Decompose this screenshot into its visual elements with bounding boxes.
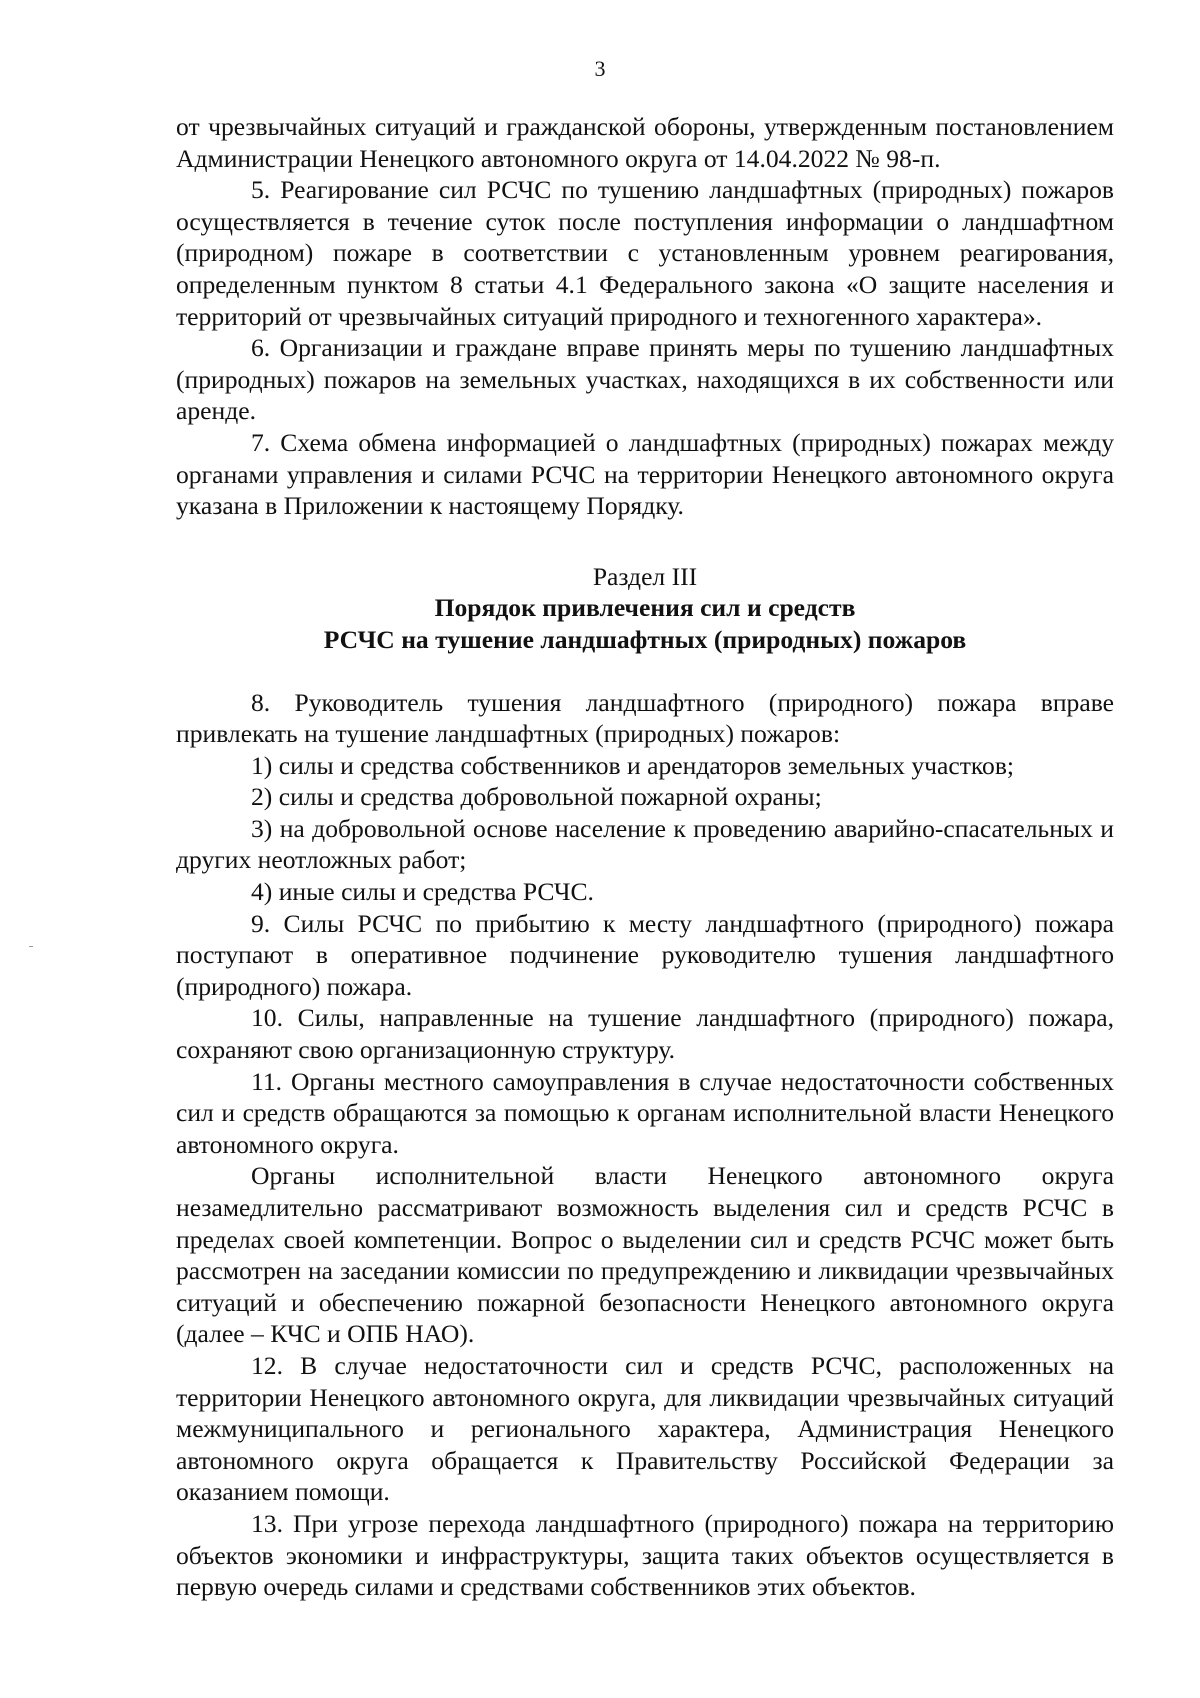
- page-number: 3: [594, 56, 606, 81]
- paragraph-5: 5. Реагирование сил РСЧС по тушению ландшафтных (природных) пожаров осуществляется в течение суток после поступления информации о ландшафтном (природном) пожаре в соответствии с установленным уровнем реагирования, определенным пунктом 8 статьи 4.1 Федерального закона «О защите населения и территорий от чрезвычайных ситуаций природного и техногенного характера».: [176, 175, 1114, 331]
- list-item-8-3: 3) на добровольной основе население к проведению аварийно-спасательных и других неотложных работ;: [176, 813, 1114, 875]
- paragraph-9: 9. Силы РСЧС по прибытию к месту ландшафтного (природного) пожара поступают в оперативное подчинение руководителю тушения ландшафтного (природного) пожара.: [176, 908, 1114, 1001]
- document-body: [176, 111, 1114, 1603]
- paragraph-8: 8. Руководитель тушения ландшафтного (природного) пожара вправе привлекать на тушение ландшафтных (природных) пожаров:: [176, 687, 1114, 749]
- scan-artifact: [29, 946, 33, 947]
- paragraph-12: 12. В случае недостаточности сил и средств РСЧС, расположенных на территории Ненецкого автономного округа, для ликвидации чрезвычайных ситуаций межмуниципального и регионального характера, Администрация Ненецкого автономного округа обращается к Правительству Российской Федерации за оказанием помощи.: [176, 1350, 1114, 1507]
- paragraph-6: 6. Организации и граждане вправе принять меры по тушению ландшафтных (природных) пожаров на земельных участках, находящихся в их собственности или аренде.: [176, 333, 1114, 426]
- section-title-line-1: Порядок привлечения сил и средств: [434, 593, 856, 623]
- paragraph-11: 11. Органы местного самоуправления в случае недостаточности собственных сил и средств обращаются за помощью к органам исполнительной власти Ненецкого автономного округа.: [176, 1066, 1114, 1159]
- paragraph-11-continued: Органы исполнительной власти Ненецкого автономного округа незамедлительно рассматривают возможность выделения сил и средств РСЧС в пределах своей компетенции. Вопрос о выделении сил и средств РСЧС может быть рассмотрен на заседании комиссии по предупреждению и ликвидации чрезвычайных ситуаций и обеспечению пожарной безопасности Ненецкого автономного округа (далее – КЧС и ОПБ НАО).: [176, 1161, 1114, 1349]
- list-item-8-4: 4) иные силы и средства РСЧС.: [251, 877, 594, 907]
- paragraph-continuation: от чрезвычайных ситуаций и гражданской обороны, утвержденным постановлением Администрации Ненецкого автономного округа от 14.04.2022 № 98-п.: [176, 112, 1114, 173]
- paragraph-10: 10. Силы, направленные на тушение ландшафтного (природного) пожара, сохраняют свою организационную структуру.: [176, 1003, 1114, 1065]
- list-item-8-2: 2) силы и средства добровольной пожарной охраны;: [251, 782, 822, 812]
- paragraph-13: 13. При угрозе перехода ландшафтного (природного) пожара на территорию объектов экономики и инфраструктуры, защита таких объектов осуществляется в первую очередь силами и средствами собственников этих объектов.: [176, 1508, 1114, 1602]
- list-item-8-1: 1) силы и средства собственников и арендаторов земельных участков;: [251, 750, 1015, 780]
- section-title-line-2: РСЧС на тушение ландшафтных (природных) пожаров: [323, 624, 967, 654]
- section-label: Раздел III: [592, 561, 698, 591]
- paragraph-7: 7. Схема обмена информацией о ландшафтных (природных) пожарах между органами управления и силами РСЧС на территории Ненецкого автономного округа указана в Приложении к настоящему Порядку.: [176, 427, 1114, 521]
